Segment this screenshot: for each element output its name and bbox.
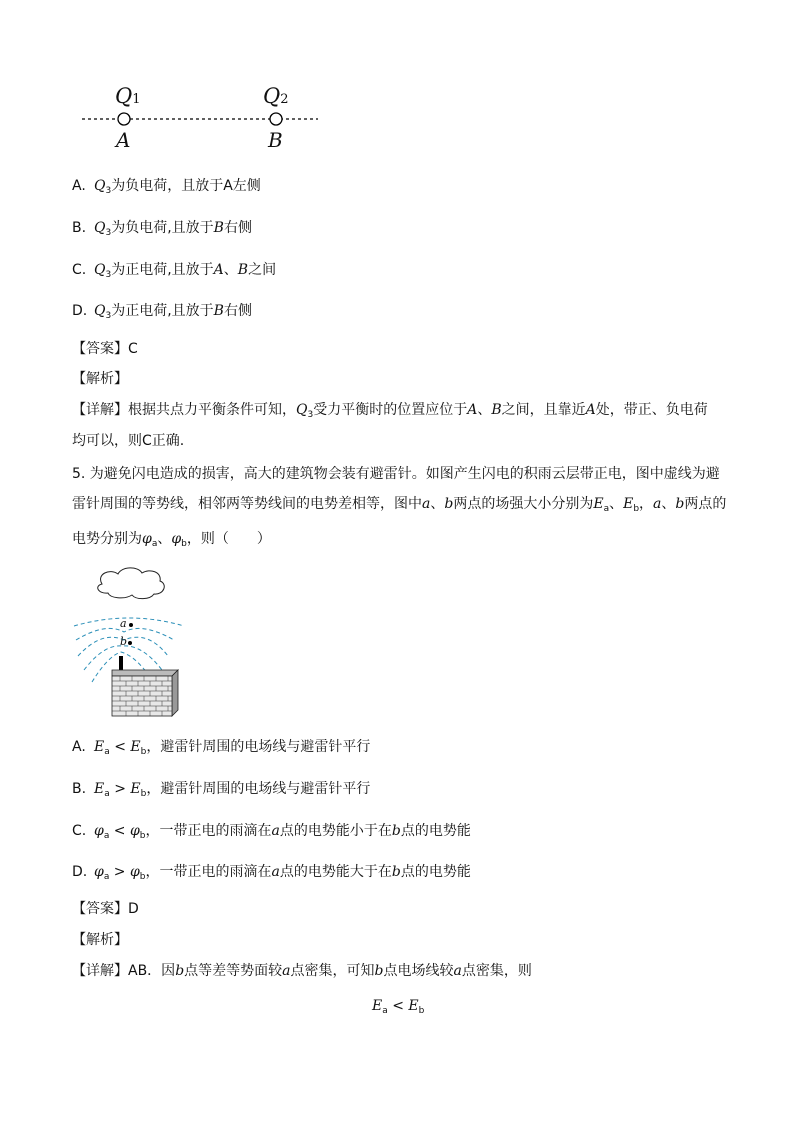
q5-stem-line3: 电势分别为$\varphi_a$、$\varphi_b$，则（ ） [72,531,271,549]
q4-option-d: D. $Q_3$为正电荷,且放于B右侧 [72,303,252,321]
q2-label: Q2 [263,84,289,108]
brick-building [112,670,178,716]
q4-detail-line1: 【详解】根据共点力平衡条件可知，$Q_3$受力平衡时的位置应位于A、B之间，且靠近A处，带正、负电荷 [72,402,708,420]
fig-point-b-label: b [120,635,128,648]
q5-option-b: B. $E_a > E_b$，避雷针周围的电场线与避雷针平行 [72,781,371,799]
q4-analysis-label: 【解析】 [72,371,128,387]
point-b-dot [128,641,132,645]
q1-label: Q1 [115,84,141,108]
point-a-label: A [116,128,131,152]
q4-detail-line2: 均可以，则C正确. [72,433,185,449]
q5-stem-line1: 5. 为避免闪电造成的损害，高大的建筑物会装有避雷针。如图产生闪电的积雨云层带正电，图中虚线为避 [72,466,720,482]
point-b-label: B [268,128,283,152]
cloud-icon [98,568,165,599]
q5-analysis-label: 【解析】 [72,932,128,948]
equation: $E_a < E_b$ [372,998,425,1016]
q4-answer: 【答案】C [72,341,138,357]
q4-option-a: A. $Q_3$为负电荷，且放于A左侧 [72,178,261,196]
fig-point-a-label: a [120,617,127,630]
q5-option-c: C. $\varphi_a < \varphi_b$，一带正电的雨滴在a点的电势能小于在b点的电势能 [72,823,471,841]
point-a-dot [129,623,133,627]
q5-detail-line1: 【详解】AB．因b点等差等势面较a点密集，可知b点电场线较a点密集，则 [72,963,532,979]
q4-option-c: C. $Q_3$为正电荷,且放于A、B之间 [72,262,277,280]
q4-option-b: B. $Q_3$为负电荷,且放于B右侧 [72,220,252,238]
q5-option-a: A. $E_a < E_b$，避雷针周围的电场线与避雷针平行 [72,739,371,757]
charge-a-circle [118,113,130,125]
lightning-rod-diagram [64,560,264,720]
charge-b-circle [270,113,282,125]
q5-answer: 【答案】D [72,901,139,917]
q5-option-d: D. $\varphi_a > \varphi_b$，一带正电的雨滴在a点的电势能大于在b点的电势能 [72,864,471,882]
q5-stem-line2: 雷针周围的等势线，相邻两等势线间的电势差相等，图中a、b两点的场强大小分别为$E_a$、$E_b$，a、b两点的 [72,496,727,514]
